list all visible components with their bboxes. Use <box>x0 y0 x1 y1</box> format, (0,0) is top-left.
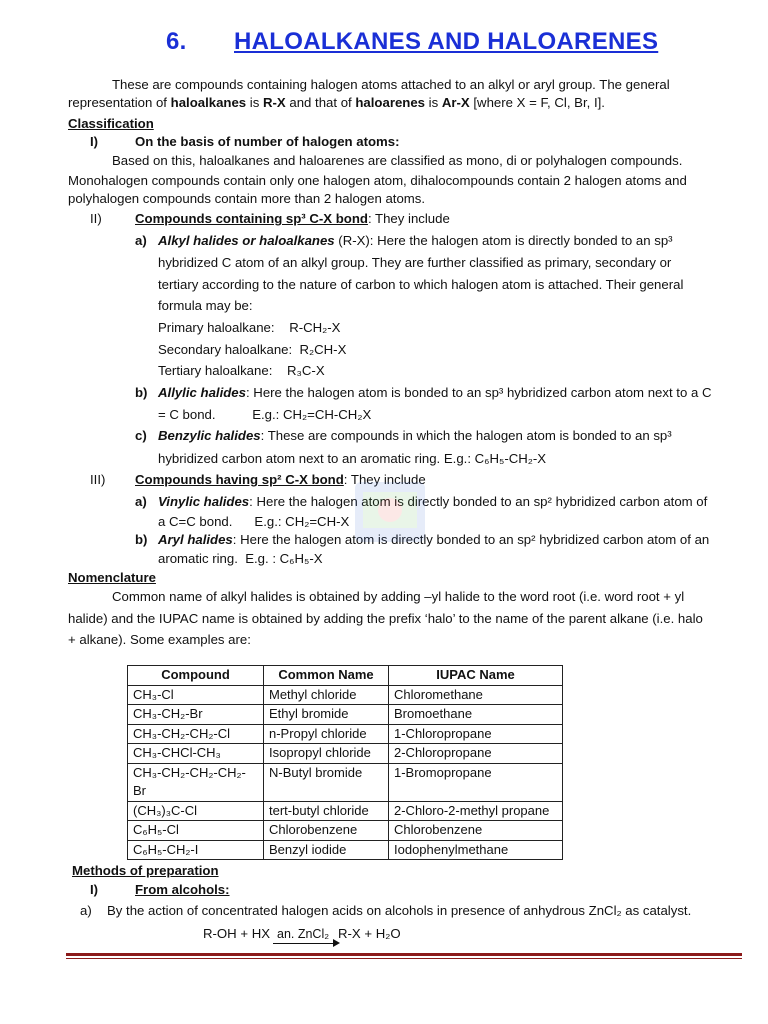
text: representation of <box>68 95 171 110</box>
para-line: aromatic ring. E.g. : C₆H₅-X <box>158 551 323 566</box>
chapter-title: HALOALKANES AND HALOARENES <box>234 28 659 55</box>
cell-iupac-name: Iodophenylmethane <box>389 840 563 860</box>
column-header-common-name: Common Name <box>264 666 389 686</box>
nomenclature-table <box>127 665 563 860</box>
cell-iupac-name: 2-Chloro-2-methyl propane <box>389 801 563 821</box>
para-line: Common name of alkyl halides is obtained by adding –yl halide to the word root (i.e. word root + yl <box>112 589 685 604</box>
cell-compound: (CH₃)₃C-Cl <box>128 801 264 821</box>
table-row <box>128 801 563 821</box>
para-line: a C=C bond. E.g.: CH₂=CH-X <box>158 514 350 529</box>
cell-compound: CH₃-CH₂-Br <box>128 705 264 725</box>
term-haloarenes: haloarenes <box>355 95 426 110</box>
table-row <box>128 685 563 705</box>
column-header-compound: Compound <box>128 666 264 686</box>
subheading-text: Compounds containing sp³ C-X bond <box>135 211 368 226</box>
cell-iupac-name: 1-Bromopropane <box>389 763 563 801</box>
term: Vinylic halides <box>158 494 250 509</box>
table-row <box>128 821 563 841</box>
cell-common-name: N-Butyl bromide <box>264 763 389 801</box>
subheading-text: Compounds having sp² C-X bond <box>135 472 344 487</box>
text: is <box>246 95 263 110</box>
text: : Here the halogen atom is directly bonded to an sp² hybridized carbon atom of an <box>232 532 710 547</box>
item-label-a: a) <box>135 233 147 248</box>
para-line: polyhalogen compounds contain more than 2 halogen atoms. <box>68 191 426 206</box>
cell-common-name: Isopropyl chloride <box>264 744 389 764</box>
item-label-a: a) <box>80 903 92 918</box>
text: : Here the halogen atom is directly bonded to an sp² hybridized carbon atom of <box>249 494 708 509</box>
section-heading-nomenclature: Nomenclature <box>68 570 156 585</box>
footer-divider <box>66 953 742 956</box>
intro-line-1: These are compounds containing halogen atoms attached to an alkyl or aryl group. The general <box>112 77 670 92</box>
item-label-a: a) <box>135 494 147 509</box>
equation-products: R-X + H₂O <box>338 926 401 941</box>
item-label-b: b) <box>135 532 148 547</box>
cell-iupac-name: 2-Chloropropane <box>389 744 563 764</box>
para-line: halide) and the IUPAC name is obtained by adding the prefix ‘halo’ to the name of the parent alkane (i.e. halo <box>68 611 703 626</box>
cell-common-name: Methyl chloride <box>264 685 389 705</box>
text: (R-X): Here the halogen atom is directly bonded to an sp³ <box>334 233 673 248</box>
roman-ii: II) <box>90 211 102 226</box>
cell-compound: CH₃-CHCl-CH₃ <box>128 744 264 764</box>
chapter-number: 6. <box>166 28 187 55</box>
table-header-row <box>128 666 563 686</box>
footer-divider-thin <box>66 958 742 959</box>
roman-i: I) <box>90 882 99 897</box>
cell-common-name: Chlorobenzene <box>264 821 389 841</box>
term: Alkyl halides or haloalkanes <box>158 233 335 248</box>
cell-iupac-name: Chlorobenzene <box>389 821 563 841</box>
intro-line-2 <box>68 94 605 112</box>
table-row <box>128 840 563 860</box>
term: Benzylic halides <box>158 428 261 443</box>
subheading-sp3 <box>135 210 450 228</box>
column-header-iupac-name: IUPAC Name <box>389 666 563 686</box>
roman-iii: III) <box>90 472 106 487</box>
para-line: By the action of concentrated halogen acids on alcohols in presence of anhydrous ZnCl₂ as catalyst. <box>107 903 692 918</box>
cell-compound: C₆H₅-CH₂-I <box>128 840 264 860</box>
section-heading-preparation: Methods of preparation <box>72 863 219 878</box>
text: : They include <box>367 211 450 226</box>
para-line: Monohalogen compounds contain only one halogen atom, dihalocompounds contain 2 halogen atoms and <box>68 173 687 188</box>
text: [where X = F, Cl, Br, I]. <box>469 95 605 110</box>
roman-i: I) <box>90 134 99 149</box>
table-row <box>128 705 563 725</box>
para-line: tertiary according to the nature of carbon to which halogen atom is attached. Their general <box>158 277 684 292</box>
para-line: hybridized C atom of an alkyl group. They are further classified as primary, secondary or <box>158 255 672 270</box>
cell-common-name: n-Propyl chloride <box>264 724 389 744</box>
equation-reactants: R-OH + HX <box>203 926 271 941</box>
cell-common-name: Ethyl bromide <box>264 705 389 725</box>
text: : They include <box>343 472 426 487</box>
subheading-number-of-halogens: On the basis of number of halogen atoms: <box>135 134 400 149</box>
formula-tertiary: Tertiary haloalkane: R₃C-X <box>158 363 325 378</box>
para-line: Based on this, haloalkanes and haloarenes are classified as mono, di or polyhalogen compounds. <box>112 153 683 168</box>
cell-iupac-name: 1-Chloropropane <box>389 724 563 744</box>
formula-primary: Primary haloalkane: R-CH₂-X <box>158 320 341 335</box>
subheading-from-alcohols: From alcohols: <box>135 882 230 897</box>
cell-common-name: tert-butyl chloride <box>264 801 389 821</box>
section-heading-classification: Classification <box>68 116 154 131</box>
para-line: + alkane). Some examples are: <box>68 632 251 647</box>
cell-compound: CH₃-Cl <box>128 685 264 705</box>
cell-compound: CH₃-CH₂-CH₂-Cl <box>128 724 264 744</box>
reaction-arrow-line <box>273 943 335 944</box>
item-alkyl-halides <box>158 232 673 250</box>
formula-rx: R-X <box>263 95 286 110</box>
para-line: formula may be: <box>158 298 253 313</box>
para-line: = C bond. E.g.: CH₂=CH-CH₂X <box>158 407 372 422</box>
table-row <box>128 763 563 801</box>
text: : These are compounds in which the halogen atom is bonded to an sp³ <box>260 428 672 443</box>
text: and that of <box>285 95 356 110</box>
equation-catalyst: an. ZnCl₂ <box>277 927 330 941</box>
term: Allylic halides <box>158 385 246 400</box>
item-label-b: b) <box>135 385 148 400</box>
para-line: hybridized carbon atom next to an aromatic ring. E.g.: C₆H₅-CH₂-X <box>158 451 547 466</box>
term-haloalkanes: haloalkanes <box>170 95 247 110</box>
term: Aryl halides <box>158 532 233 547</box>
cell-iupac-name: Bromoethane <box>389 705 563 725</box>
item-label-c: c) <box>135 428 147 443</box>
item-benzylic-halides <box>158 427 672 445</box>
formula-secondary: Secondary haloalkane: R₂CH-X <box>158 342 347 357</box>
watermark-logo <box>345 470 435 560</box>
cell-common-name: Benzyl iodide <box>264 840 389 860</box>
table-row <box>128 744 563 764</box>
table-row <box>128 724 563 744</box>
text: : Here the halogen atom is bonded to an sp³ hybridized carbon atom next to a C <box>245 385 712 400</box>
cell-compound: CH₃-CH₂-CH₂-CH₂-Br <box>128 763 264 801</box>
cell-compound: C₆H₅-Cl <box>128 821 264 841</box>
cell-iupac-name: Chloromethane <box>389 685 563 705</box>
text: is <box>425 95 442 110</box>
item-allylic-halides <box>158 384 711 402</box>
formula-arx: Ar-X <box>441 95 470 110</box>
